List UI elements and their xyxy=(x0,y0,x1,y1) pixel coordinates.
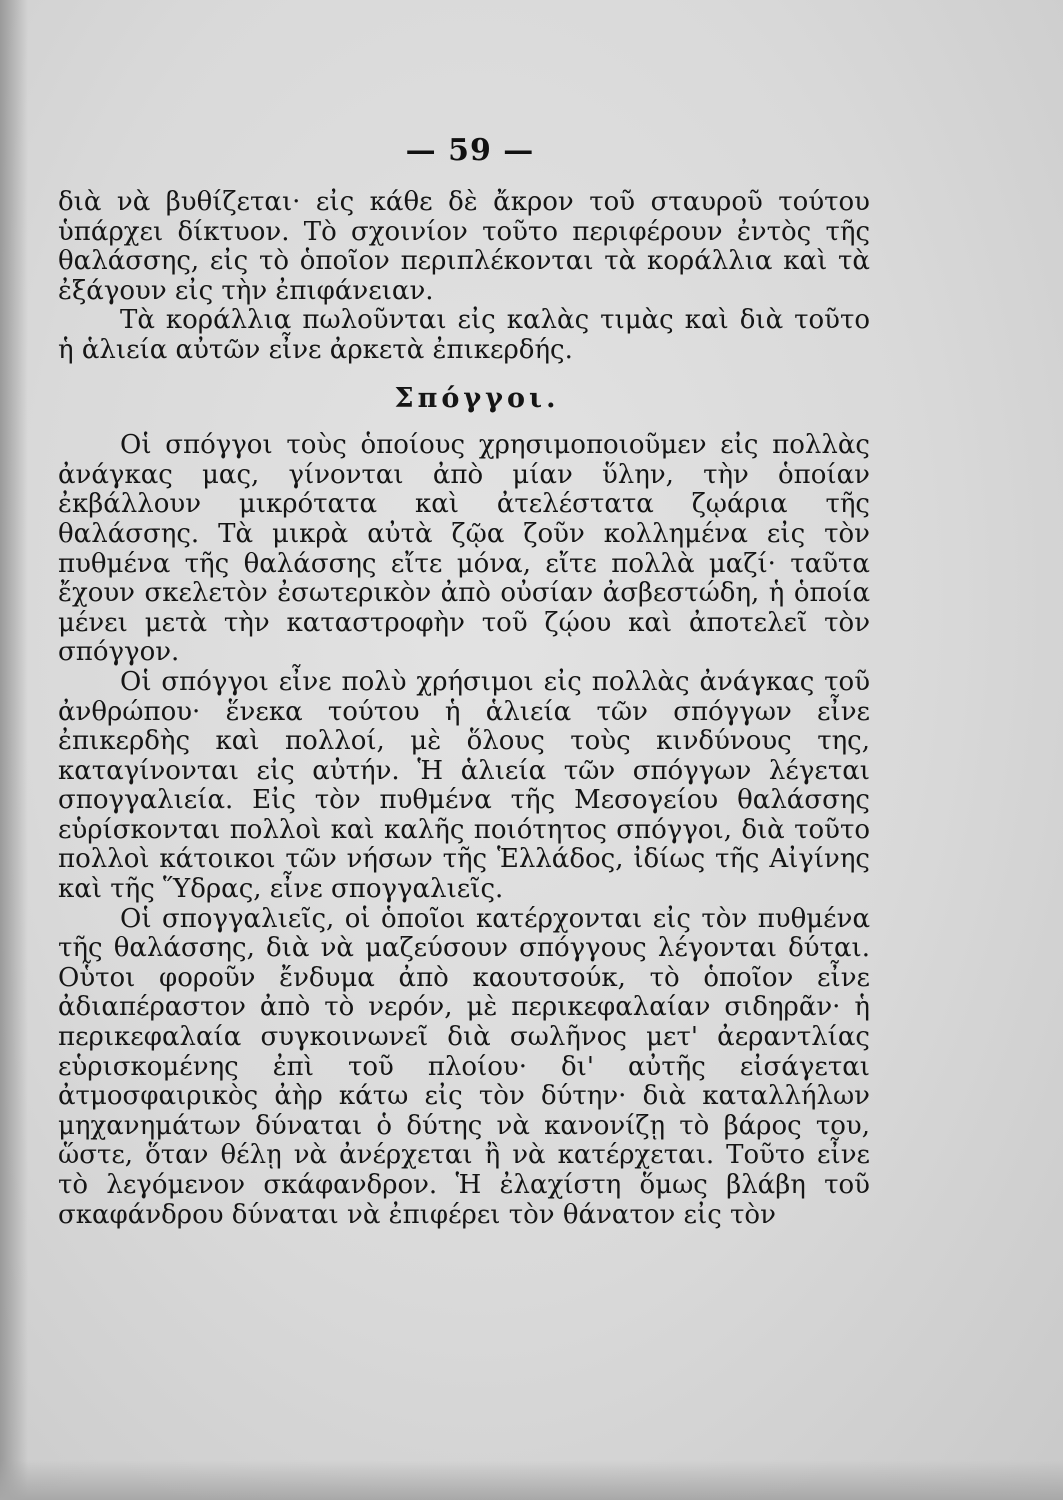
paragraph-sponges-origin: Οἱ σπόγγοι τοὺς ὁποίους χρησιμοποιοῦμεν εἰς πολλὰς ἀνάγκας μας, γίνονται ἀπὸ μίαν ὕλην, τὴν ὁποίαν ἐκβάλλουν μικρότατα καὶ ἀτελέστατα ζῳάρια τῆς θαλάσσης. Τὰ μικρὰ αὐτὰ ζῷα ζοῦν κολλημένα εἰς τὸν πυθμένα τῆς θαλάσσης εἴτε μόνα, εἴτε πολλὰ μαζί· ταῦτα ἔχουν σκελετὸν ἐσωτερικὸν ἀπὸ οὐσίαν ἀσβεστώδη, ἡ ὁποία μένει μετὰ τὴν καταστροφὴν τοῦ ζῴου καὶ ἀποτελεῖ τὸν σπόγγον. xyxy=(58,430,870,668)
paragraph-sponge-divers: Οἱ σπογγαλιεῖς, οἱ ὁποῖοι κατέρχονται εἰς τὸν πυθμένα τῆς θαλάσσης, διὰ νὰ μαζεύσουν σπόγγους λέγονται δύται. Οὗτοι φοροῦν ἔνδυμα ἀπὸ καουτσούκ, τὸ ὁποῖον εἶνε ἀδιαπέραστον ἀπὸ τὸ νερόν, μὲ περικεφαλαίαν σιδηρᾶν· ἡ περικεφαλαία συγκοινωνεῖ διὰ σωλῆνος μετ' ἀεραντλίας εὑρισκομένης ἐπὶ τοῦ πλοίου· δι' αὐτῆς εἰσάγεται ἀτμοσφαιρικὸς ἀὴρ κάτω εἰς τὸν δύτην· διὰ καταλλήλων μηχανημάτων δύναται ὁ δύτης νὰ κανονίζῃ τὸ βάρος του, ὥστε, ὅταν θέλῃ νὰ ἀνέρχεται ἢ νὰ κατέρχεται. Τοῦτο εἶνε τὸ λεγόμενον σκάφανδρον. Ἡ ἐλαχίστη ὅμως βλάβη τοῦ σκαφάνδρου δύναται νὰ ἐπιφέρει τὸν θάνατον εἰς τὸν xyxy=(58,903,870,1230)
section-heading-sponges: Σπόγγοι. xyxy=(394,382,560,414)
page-number: — 59 — xyxy=(405,133,535,168)
paragraph-coral-continued: διὰ νὰ βυθίζεται· εἰς κάθε δὲ ἄκρον τοῦ σταυροῦ τούτου ὑπάρχει δίκτυον. Τὸ σχοινίον τοῦτο περιφέρουν ἐντὸς τῆς θαλάσσης, εἰς τὸ ὁποῖον περιπλέκονται τὰ κοράλλια καὶ τὰ ἐξάγουν εἰς τὴν ἐπιφάνειαν. xyxy=(58,187,870,306)
page-shadow-bottom xyxy=(0,1460,1063,1500)
paragraph-coral-sale: Τὰ κοράλλια πωλοῦνται εἰς καλὰς τιμὰς καὶ διὰ τοῦτο ἡ ἁλιεία αὐτῶν εἶνε ἀρκετὰ ἐπικερδής. xyxy=(58,305,870,365)
body-text xyxy=(58,188,870,1230)
page-shadow-left xyxy=(0,0,28,1500)
paragraph-sponges-use: Οἱ σπόγγοι εἶνε πολὺ χρήσιμοι εἰς πολλὰς ἀνάγκας τοῦ ἀνθρώπου· ἕνεκα τούτου ἡ ἁλιεία τῶν σπόγγων εἶνε ἐπικερδὴς καὶ πολλοί, μὲ ὅλους τοὺς κινδύνους της, καταγίνονται εἰς αὐτήν. Ἡ ἁλιεία τῶν σπόγγων λέγεται σπογγαλιεία. Εἰς τὸν πυθμένα τῆς Μεσογείου θαλάσσης εὑρίσκονται πολλοὶ καὶ καλῆς ποιότητος σπόγγοι, διὰ τοῦτο πολλοὶ κάτοικοι τῶν νήσων τῆς Ἑλλάδος, ἰδίως τῆς Αἰγίνης καὶ τῆς Ὕδρας, εἶνε σπογγαλιεῖς. xyxy=(58,666,870,905)
